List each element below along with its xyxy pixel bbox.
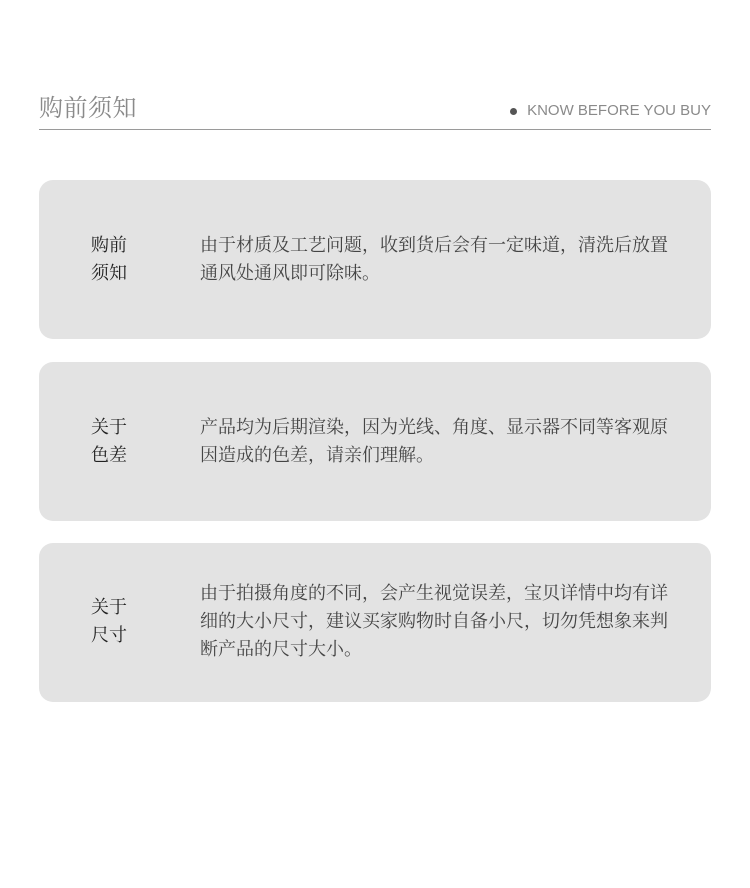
card-label-line1: 购前 bbox=[91, 235, 127, 256]
card-label bbox=[91, 594, 141, 650]
section-header bbox=[39, 92, 711, 130]
notice-card-before-purchase bbox=[39, 180, 711, 339]
card-label bbox=[91, 232, 141, 288]
card-description: 由于拍摄角度的不同，会产生视觉误差，宝贝详情中均有详细的大小尺寸，建议买家购物时自备小尺，切勿凭想象来判断产品的尺寸大小。 bbox=[200, 583, 668, 660]
notice-card-color-difference bbox=[39, 362, 711, 521]
card-description: 产品均为后期渲染，因为光线、角度、显示器不同等客观原因造成的色差，请亲们理解。 bbox=[200, 417, 668, 466]
card-label bbox=[91, 414, 141, 470]
card-label-line2: 须知 bbox=[91, 263, 127, 284]
section-subtitle: KNOW BEFORE YOU BUY bbox=[527, 102, 711, 119]
card-label-line2: 色差 bbox=[91, 445, 127, 466]
card-description: 由于材质及工艺问题，收到货后会有一定味道，清洗后放置通风处通风即可除味。 bbox=[200, 235, 668, 284]
section-subtitle-group bbox=[510, 101, 711, 121]
card-label-line1: 关于 bbox=[91, 417, 127, 438]
section-title: 购前须知 bbox=[39, 94, 137, 122]
card-label-line1: 关于 bbox=[91, 597, 127, 618]
bullet-dot-icon bbox=[510, 108, 517, 115]
card-label-line2: 尺寸 bbox=[91, 625, 127, 646]
notice-card-size bbox=[39, 543, 711, 702]
